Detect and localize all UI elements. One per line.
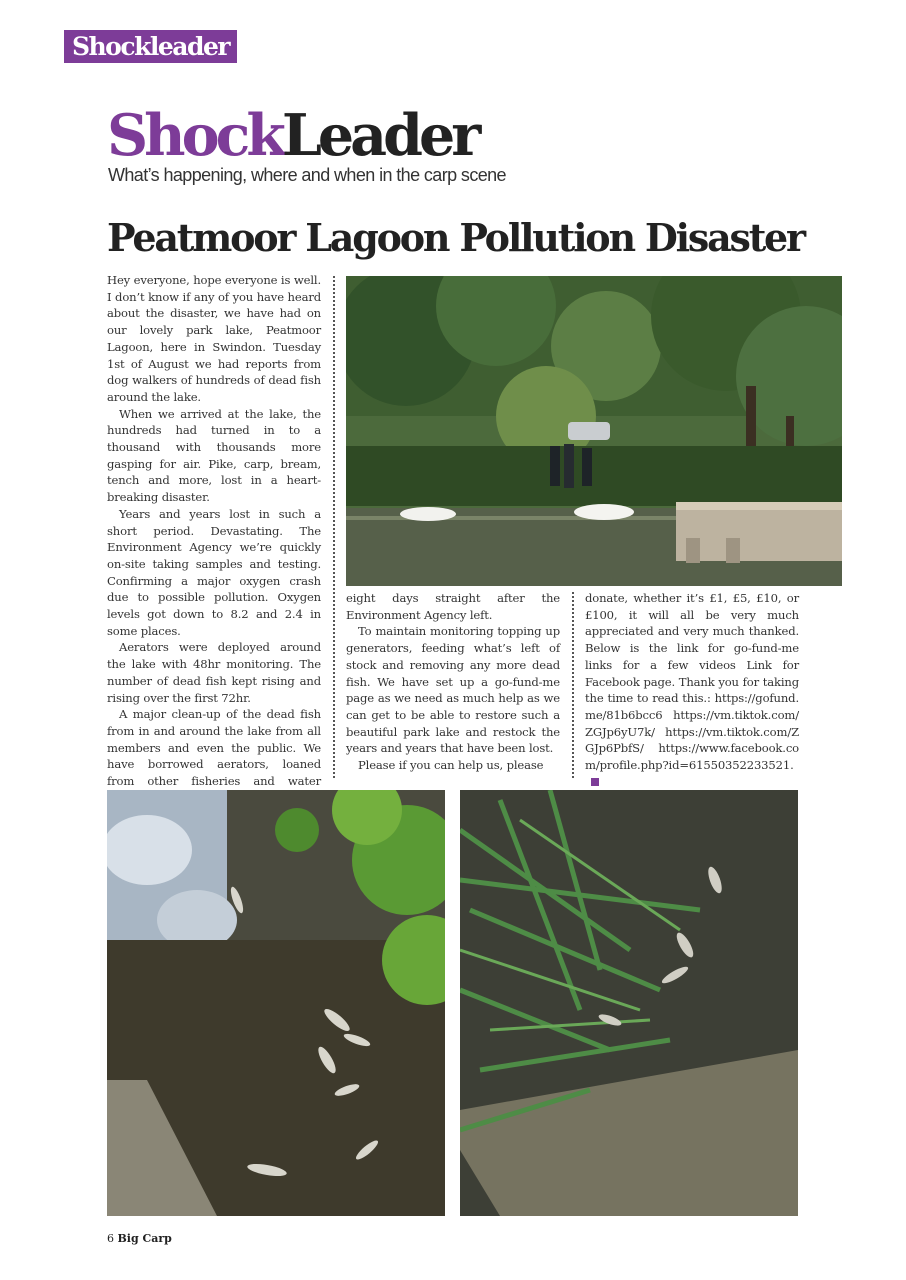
masthead-logo	[107, 98, 477, 174]
article-paragraph: To maintain monitoring topping up generators, feeding what’s left of stock and removing any more dead fish. We have set up a go-fund-me page as we need as much help as we can get to be able to restore such a beautiful park lake and restock the years and years that have been lost.	[346, 624, 560, 756]
donation-links[interactable]: https://gofund.me/81b6bcc6 https://vm.tiktok.com/ZGJp6yU7k/ https://vm.tiktok.com/ZGJp6PbfS/ https://www.facebook.com/profile.php?id=61550352233521.	[585, 691, 799, 773]
article-paragraph: eight days straight after the Environment Agency left.	[346, 591, 560, 622]
section-tag: Shockleader	[64, 30, 237, 63]
dead-fish-photo-left	[107, 790, 445, 1216]
article-paragraph	[585, 590, 799, 790]
dead-fish-photo-right	[460, 790, 798, 1216]
column-divider	[572, 592, 574, 778]
article-paragraph: Hey everyone, hope everyone is well. I don’t know if any of you have heard about the disaster, we have had on our lovely park lake, Peatmoor Lagoon, here in Swindon. Tuesday 1st of August we had reports from dog walkers of hundreds of dead fish around the lake.	[107, 273, 321, 404]
article-paragraph: Aerators were deployed around the lake with 48hr monitoring. The number of dead fish kept rising and rising over the first 72hr.	[107, 640, 321, 705]
article-headline: Peatmoor Lagoon Pollution Disaster	[107, 215, 804, 260]
article-column-3	[585, 590, 799, 790]
end-of-article-square	[591, 778, 599, 786]
article-paragraph: A major clean-up of the dead fish from in and around the lake from all members and even the public. We have borrowed aerators, loaned from other fisheries and water	[107, 707, 321, 789]
column-divider	[333, 276, 335, 778]
masthead-shock: Shock	[107, 102, 282, 169]
masthead-subtitle: What’s happening, where and when in the carp scene	[108, 165, 506, 185]
page-number: 6	[107, 1232, 114, 1245]
page-footer	[107, 1232, 172, 1245]
article-paragraph: Please if you can help us, please	[358, 758, 544, 773]
donation-text: donate, whether it’s £1, £5, £10, or £100, it will all be very much appreciated and very much thanked. Below is the link for go-fund-me links for a few videos Link for Facebook page. Thank you for taking the time to read this.:	[585, 591, 799, 706]
masthead-leader: Leader	[281, 102, 478, 169]
lake-aerator-photo	[346, 276, 842, 586]
article-column-2	[346, 590, 560, 774]
article-paragraph: Years and years lost in such a short period. Devastating. The Environment Agency we’re quickly on-site taking samples and testing. Confirming a major oxygen crash due to possible pollution. Oxygen levels got down to 8.2 and 2.4 in some places.	[107, 506, 321, 638]
article-column-1	[107, 272, 321, 823]
magazine-name: Big Carp	[117, 1232, 172, 1245]
article-paragraph: When we arrived at the lake, the hundreds had turned in to a thousand with thousands more gasping for air. Pike, carp, bream, tench and more, lost in a heart-breaking disaster.	[107, 406, 321, 505]
